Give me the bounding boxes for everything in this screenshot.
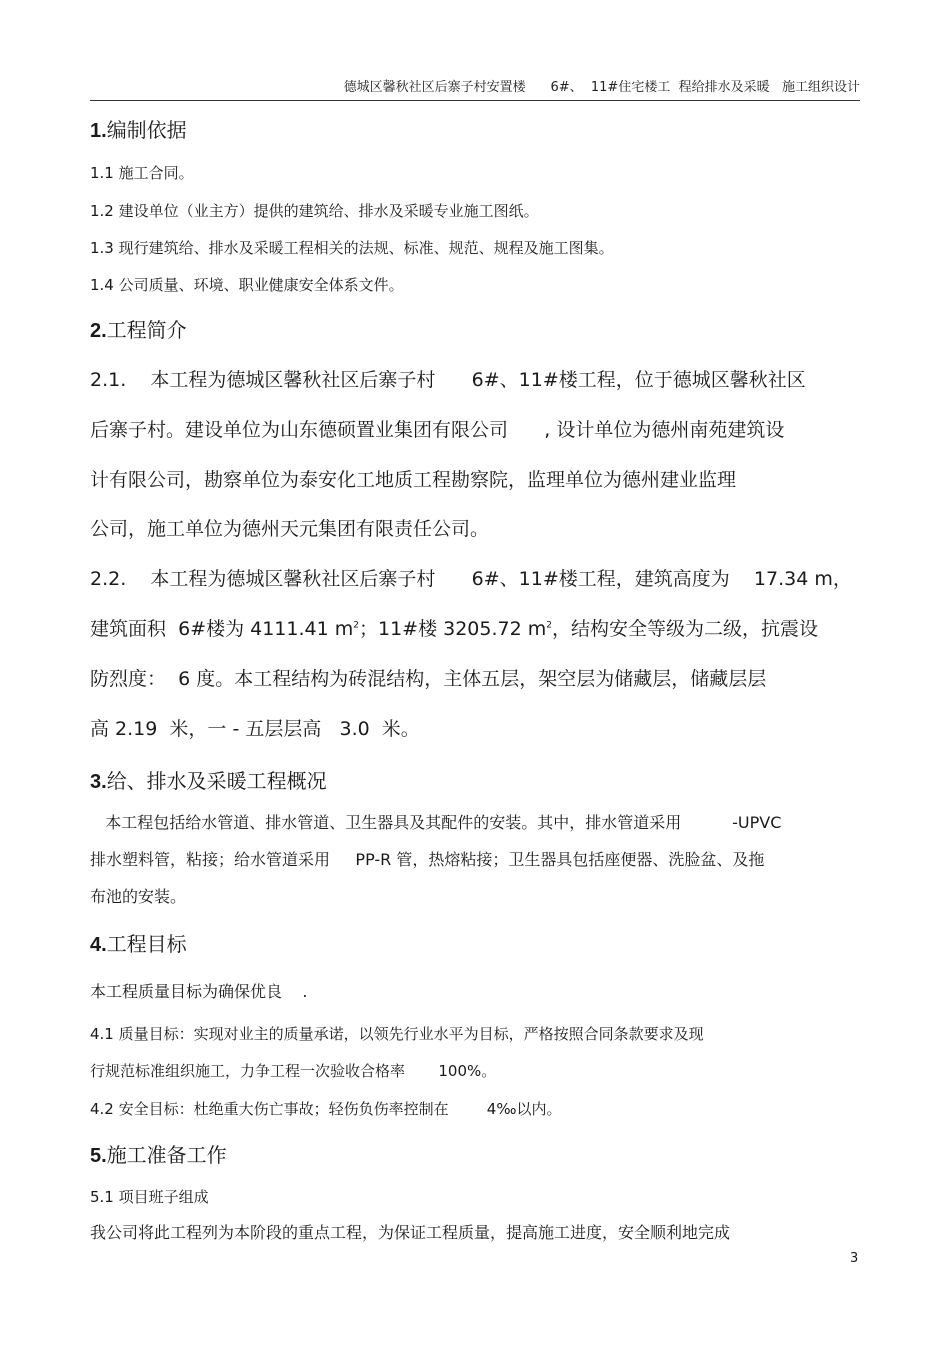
section-4-heading: 4.工程目标 [90,932,187,956]
s1-line-2: 1.2 建设单位（业主方）提供的建筑给、排水及采暖专业施工图纸。 [90,202,539,220]
s4-line-3: 行规范标准组织施工，力争工程一次验收合格率 100%。 [90,1062,497,1080]
section-1-heading: 1.编制依据 [90,118,187,142]
header-rule [90,100,860,101]
s5-line-1: 5.1 项目班子组成 [90,1188,209,1206]
s3-line-3: 布池的安装。 [90,887,187,906]
section-2-heading: 2.工程简介 [90,318,187,342]
s4-line-4: 4.2 安全目标：杜绝重大伤亡事故；轻伤负伤率控制在 4‰以内。 [90,1100,562,1118]
s2-p1-line-3: 计有限公司，勘察单位为泰安化工地质工程勘察院，监理单位为德州建业监理 [90,469,737,491]
s1-line-4: 1.4 公司质量、环境、职业健康安全体系文件。 [90,276,404,294]
section-5-heading: 5.施工准备工作 [90,1143,227,1167]
s4-line-2: 4.1 质量目标：实现对业主的质量承诺，以领先行业水平为目标，严格按照合同条款要求及现 [90,1025,704,1043]
s2-p2-line-2: 建筑面积 6#楼为 4111.41 $m^2$；11#楼 3205.72 $m^2$，结构安全等级为二级，抗震设 [90,618,818,640]
s2-p2-line-3: 防烈度： 6 度。本工程结构为砖混结构，主体五层，架空层为储藏层，储藏层层 [90,668,767,690]
s4-line-1: 本工程质量目标为确保优良 . [90,982,308,1001]
page-number: 3 [850,1251,859,1266]
s3-line-1: 本工程包括给水管道、排水管道、卫生器具及其配件的安装。其中，排水管道采用 -UPVC [90,813,782,832]
s2-p2-line-1: 2.2. 本工程为德城区馨秋社区后寨子村 6#、11#楼工程，建筑高度为 17.34 m， [90,568,852,590]
s1-line-3: 1.3 现行建筑给、排水及采暖工程相关的法规、标准、规范、规程及施工图集。 [90,239,614,257]
s2-p1-line-4: 公司，施工单位为德州天元集团有限责任公司。 [90,518,490,540]
s3-line-2: 排水塑料管，粘接；给水管道采用 PP-R 管，热熔粘接；卫生器具包括座便器、洗脸盆、及拖 [90,850,765,869]
s2-p2-line-4: 高 2.19 米，一 - 五层层高 3.0 米。 [90,718,420,740]
section-3-heading: 3.给、排水及采暖工程概况 [90,769,327,793]
s5-line-2: 我公司将此工程列为本阶段的重点工程，为保证工程质量，提高施工进度，安全顺利地完成 [90,1223,731,1242]
running-header: 德城区馨秋社区后寨子村安置楼 6#、 11#住宅楼工 程给排水及采暖 施工组织设计 [343,80,860,95]
s1-line-1: 1.1 施工合同。 [90,164,194,182]
s2-p1-line-2: 后寨子村。建设单位为山东德硕置业集团有限公司 , 设计单位为德州南苑建筑设 [90,419,785,441]
s2-p1-line-1: 2.1. 本工程为德城区馨秋社区后寨子村 6#、11#楼工程，位于德城区馨秋社区 [90,369,806,391]
